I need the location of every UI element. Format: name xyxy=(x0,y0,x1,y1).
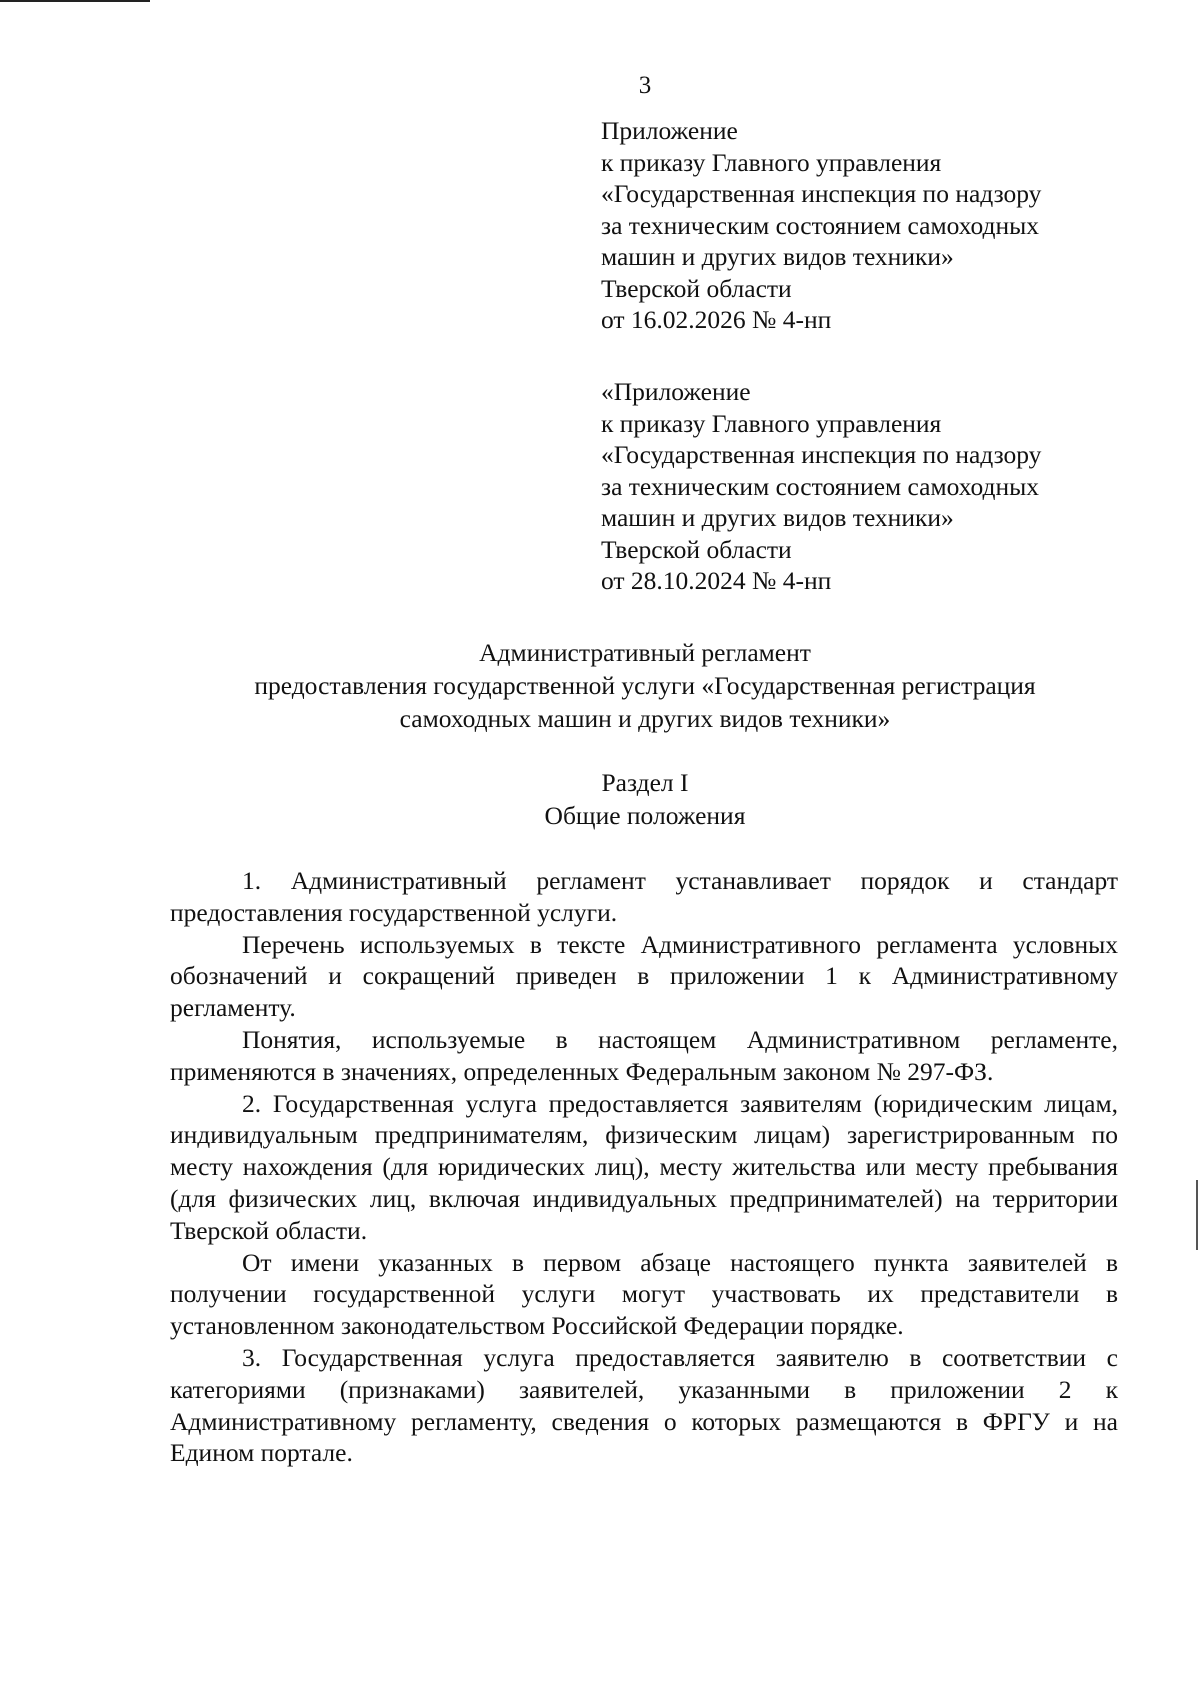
paragraph: Перечень используемых в тексте Административного регламента условных обозначений и сокращений приведен в приложении 1 к Административному регламенту. xyxy=(170,929,1118,1023)
attachment-line: за техническим состоянием самоходных xyxy=(601,210,1040,240)
regulation-title xyxy=(170,636,1120,735)
attachment-line: к приказу Главного управления xyxy=(601,147,942,177)
section-body xyxy=(170,865,1118,1469)
section-title: Общие положения xyxy=(544,801,746,830)
attachment-line: к приказу Главного управления xyxy=(601,408,942,438)
attachment-line: Тверской области xyxy=(601,534,792,564)
regulation-title-line: самоходных машин и других видов техники» xyxy=(399,704,891,733)
attachment-line: «Государственная инспекция по надзору xyxy=(601,440,1042,469)
paragraph: 1. Административный регламент устанавливает порядок и стандарт предоставления государственной услуги. xyxy=(170,866,1118,927)
page-number: 3 xyxy=(638,72,652,99)
attachment-line: машин и других видов техники» xyxy=(601,503,954,532)
paragraph: 2. Государственная услуга предоставляется заявителям (юридическим лицам, индивидуальным предпринимателям, физическим лицам) зарегистрированным по месту нахождения (для юридических лиц), месту жительства или месту пребывания (для физических лиц, включая индивидуальных предпринимателей) на территории Тверской области. xyxy=(170,1088,1118,1245)
attachment-date-line: от 16.02.2026 № 4-нп xyxy=(601,305,832,334)
attachment-line: машин и других видов техники» xyxy=(601,242,954,271)
attachment-line: «Государственная инспекция по надзору xyxy=(601,179,1042,208)
section-number: Раздел I xyxy=(601,768,689,797)
regulation-title-line: предоставления государственной услуги «Государственная регистрация xyxy=(254,671,1036,700)
attachment-line: за техническим состоянием самоходных xyxy=(601,471,1040,501)
attachment-line: Приложение xyxy=(601,116,738,145)
paragraph: Понятия, используемые в настоящем Административном регламенте, применяются в значениях, определенных Федеральным законом № 297-ФЗ. xyxy=(170,1024,1118,1086)
attachment-date-line: от 28.10.2024 № 4-нп xyxy=(601,566,832,595)
attachment-header-previous xyxy=(601,376,1161,597)
scan-edge-mark xyxy=(0,0,150,2)
regulation-title-line: Административный регламент xyxy=(479,638,811,667)
scan-edge-mark xyxy=(1196,1180,1198,1250)
section-heading xyxy=(170,766,1120,832)
attachment-header-current xyxy=(601,115,1161,336)
attachment-line: Тверской области xyxy=(601,273,792,303)
attachment-line: «Приложение xyxy=(601,377,751,406)
paragraph: От имени указанных в первом абзаце настоящего пункта заявителей в получении государственной услуги могут участвовать их представители в установленном законодательством Российской Федерации порядке. xyxy=(170,1247,1118,1341)
paragraph: 3. Государственная услуга предоставляется заявителю в соответствии с категориями (признаками) заявителей, указанными в приложении 2 к Административному регламенту, сведения о которых размещаются в ФРГУ и на Едином портале. xyxy=(170,1342,1118,1468)
